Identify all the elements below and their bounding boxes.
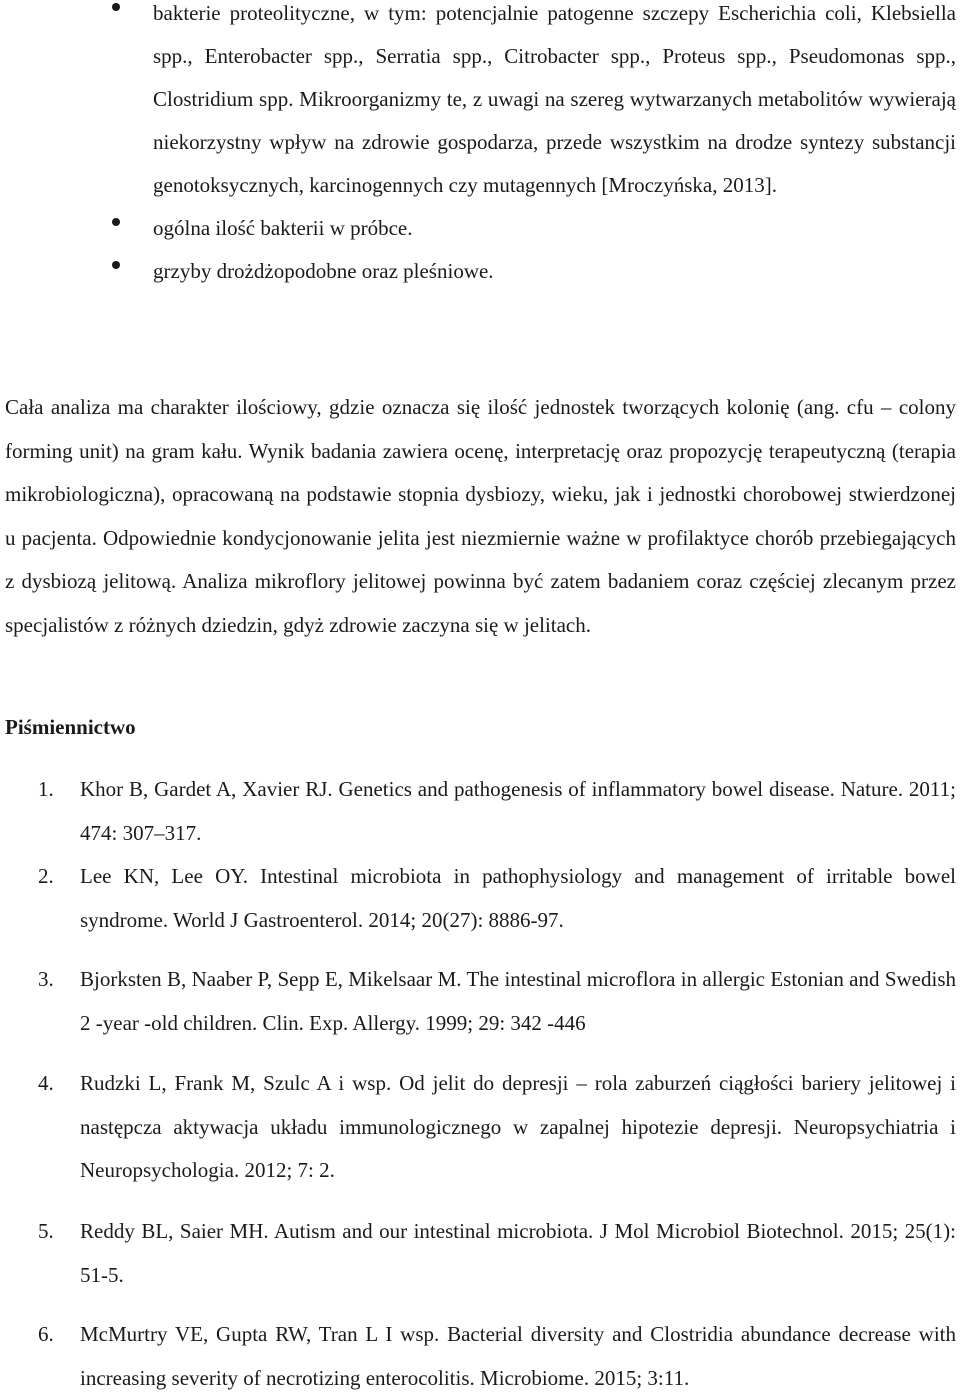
bullet-item [0,0,960,207]
reference-text: Reddy BL, Saier MH. Autism and our intestinal microbiota. J Mol Microbiol Biotechnol. 2015; 25(1): 51-5. [80,1219,956,1287]
reference-number: 1. [38,777,54,801]
section-heading: Piśmiennictwo [5,715,136,739]
bullet-text: bakterie proteolityczne, w tym: potencjalnie patogenne szczepy Escherichia coli, Klebsiella spp., Enterobacter spp., Serratia spp., Citrobacter spp., Proteus spp., Pseudomonas spp., Clostridium spp. Mikroorganizmy te, z uwagi na szereg wytwarzanych metabolitów wywierają niekorzystny wpływ na zdrowie gospodarza, przede wszystkim na drodze syntezy substancji genotoksycznych, karcinogennych czy mutagennych [Mroczyńska, 2013]. [153,1,956,197]
reference-number: 2. [38,864,54,888]
reference-number: 6. [38,1322,54,1346]
bullet-dot-icon [112,218,120,226]
reference-item [38,1313,956,1400]
reference-text: Rudzki L, Frank M, Szulc A i wsp. Od jelit do depresji – rola zaburzeń ciągłości bariery jelitowej i następcza aktywacja układu immunologicznego w zapalnej hipotezie depresji. Neuropsychiatria i Neuropsychologia. 2012; 7: 2. [80,1071,956,1182]
reference-text: McMurtry VE, Gupta RW, Tran L I wsp. Bacterial diversity and Clostridia abundance decrease with increasing severity of necrotizing enterocolitis. Microbiome. 2015; 3:11. [80,1322,956,1390]
reference-item [38,1210,956,1297]
reference-item [38,768,956,855]
reference-text: Bjorksten B, Naaber P, Sepp E, Mikelsaar M. The intestinal microflora in allergic Estonian and Swedish 2 -year -old children. Clin. Exp. Allergy. 1999; 29: 342 -446 [80,967,956,1035]
reference-number: 3. [38,967,54,991]
bullet-dot-icon [112,3,120,11]
body-paragraph: Cała analiza ma charakter ilościowy, gdzie oznacza się ilość jednostek tworzących kolonię (ang. cfu – colony forming unit) na gram kału. Wynik badania zawiera ocenę, interpretację oraz propozycję terapeutyczną (terapia mikrobiologiczna), opracowaną na podstawie stopnia dysbiozy, wieku, jak i jednostki chorobowej stwierdzonej u pacjenta. Odpowiednie kondycjonowanie jelita jest niezmiernie ważne w profilaktyce chorób przebiegających z dysbiozą jelitową. Analiza mikroflory jelitowej powinna być zatem badaniem coraz częściej zlecanym przez specjalistów z różnych dziedzin, gdyż zdrowie zaczyna się w jelitach. [5,395,956,637]
reference-item [38,855,956,942]
reference-item [38,1062,956,1193]
reference-item [38,958,956,1045]
bullet-item [0,250,960,293]
reference-number: 4. [38,1071,54,1095]
bullet-list [0,0,960,293]
bullet-item [0,207,960,250]
bullet-dot-icon [112,261,120,269]
bullet-text: ogólna ilość bakterii w próbce. [153,216,413,240]
reference-text: Khor B, Gardet A, Xavier RJ. Genetics and pathogenesis of inflammatory bowel disease. Nature. 2011; 474: 307–317. [80,777,956,845]
bullet-text: grzyby drożdżopodobne oraz pleśniowe. [153,259,494,283]
reference-text: Lee KN, Lee OY. Intestinal microbiota in pathophysiology and management of irritable bowel syndrome. World J Gastroenterol. 2014; 20(27): 8886-97. [80,864,956,932]
reference-number: 5. [38,1219,54,1243]
